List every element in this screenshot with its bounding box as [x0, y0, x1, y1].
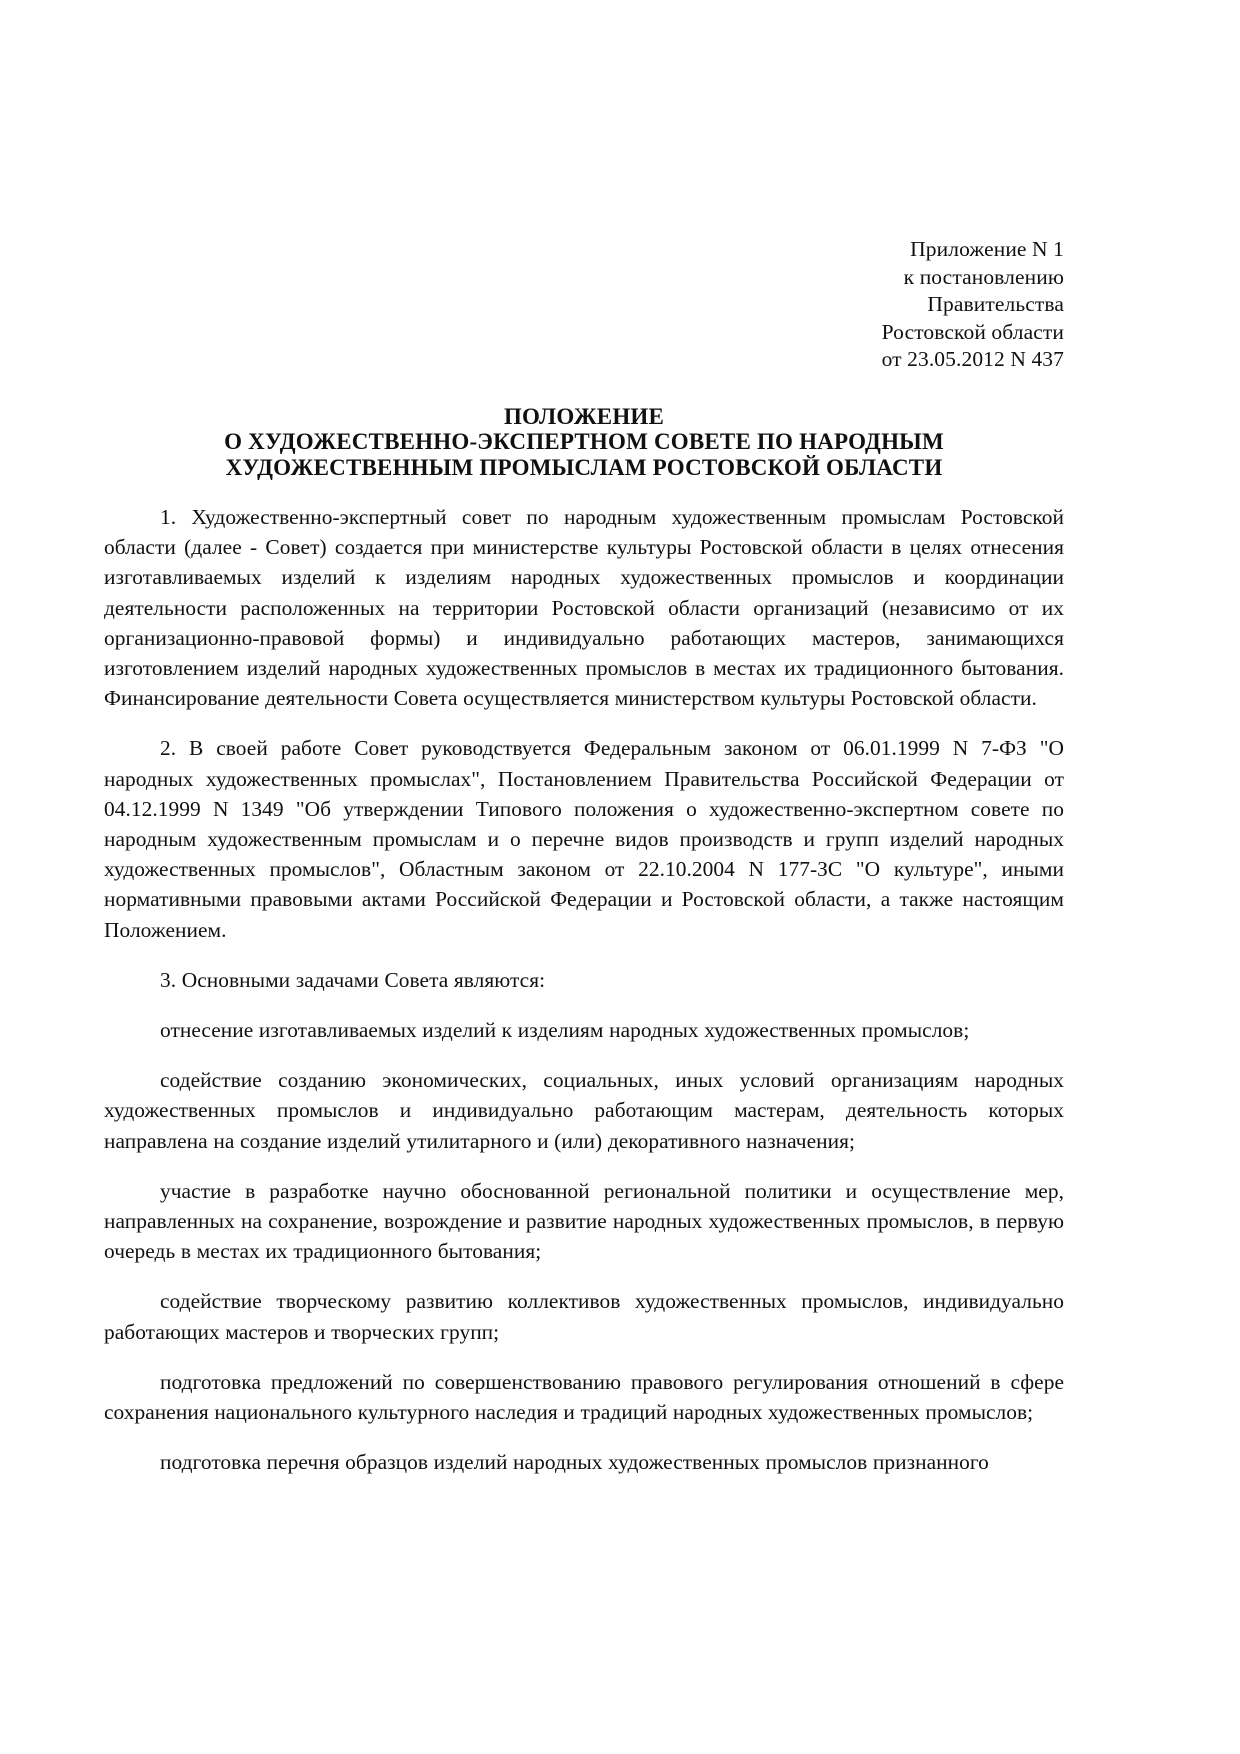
appendix-reference-line-2: к постановлению: [903, 264, 1064, 289]
appendix-reference-line-1: Приложение N 1: [910, 237, 1064, 261]
page-title-line-1: ПОЛОЖЕНИЕ: [503, 403, 665, 429]
page-title: [104, 404, 1064, 481]
appendix-reference-block: [104, 236, 1064, 374]
list-item-creative-development: содействие творческому развитию коллективов художественных промыслов, индивидуально работающих мастеров и творческих групп;: [104, 1289, 1064, 1344]
paragraph-2: 2. В своей работе Совет руководствуется Федеральным законом от 06.01.1999 N 7-ФЗ "О народных художественных промыслах", Постановлением Правительства Российской Федерации от 04.12.1999 N 1349 "Об утверждении Типового положения о художественно-экспертном совете по народным художественным промыслам и о перечне видов производств и групп изделий народных художественных промыслов", Областным законом от 22.10.2004 N 177-ЗС "О культуре", иными нормативными правовыми актами Российской Федерации и Ростовской области, а также настоящим Положением.: [104, 736, 1064, 942]
page-title-line-2: О ХУДОЖЕСТВЕННО-ЭКСПЕРТНОМ СОВЕТЕ ПО НАРОДНЫМ: [224, 429, 944, 454]
list-item-regional-policy: участие в разработке научно обоснованной региональной политики и осуществление мер, направленных на сохранение, возрождение и развитие народных художественных промыслов, в первую очередь в местах их традиционного бытования;: [104, 1178, 1064, 1264]
appendix-reference-line-5: от 23.05.2012 N 437: [881, 347, 1064, 371]
page-content: [104, 0, 1064, 1477]
appendix-reference-line-4: Ростовской области: [881, 319, 1064, 344]
paragraph-3: 3. Основными задачами Совета являются:: [160, 967, 546, 992]
document-body: [104, 502, 1064, 1477]
page-title-line-3: ХУДОЖЕСТВЕННЫМ ПРОМЫСЛАМ РОСТОВСКОЙ ОБЛАСТИ: [225, 454, 943, 480]
list-item-sample-list: подготовка перечня образцов изделий народных художественных промыслов признанного: [160, 1450, 989, 1475]
appendix-reference-line-3: Правительства: [927, 292, 1064, 316]
list-item-attribution: отнесение изготавливаемых изделий к изделиям народных художественных промыслов;: [160, 1018, 970, 1043]
list-item-legal-proposals: подготовка предложений по совершенствованию правового регулирования отношений в сфере сохранения национального культурного наследия и традиций народных художественных промыслов;: [104, 1369, 1064, 1425]
paragraph-1: 1. Художественно-экспертный совет по народным художественным промыслам Ростовской области (далее - Совет) создается при министерстве культуры Ростовской области в целях отнесения изготавливаемых изделий к изделиям народных художественных промыслов и координации деятельности расположенных на территории Ростовской области организаций (независимо от их организационно-правовой формы) и индивидуально работающих мастеров, занимающихся изготовлением изделий народных художественных промыслов в местах их традиционного бытования. Финансирование деятельности Совета осуществляется министерством культуры Ростовской области.: [104, 505, 1064, 711]
list-item-conditions: содействие созданию экономических, социальных, иных условий организациям народных художественных промыслов и индивидуально работающим мастерам, деятельность которых направлена на создание изделий утилитарного и (или) декоративного назначения;: [104, 1068, 1064, 1153]
